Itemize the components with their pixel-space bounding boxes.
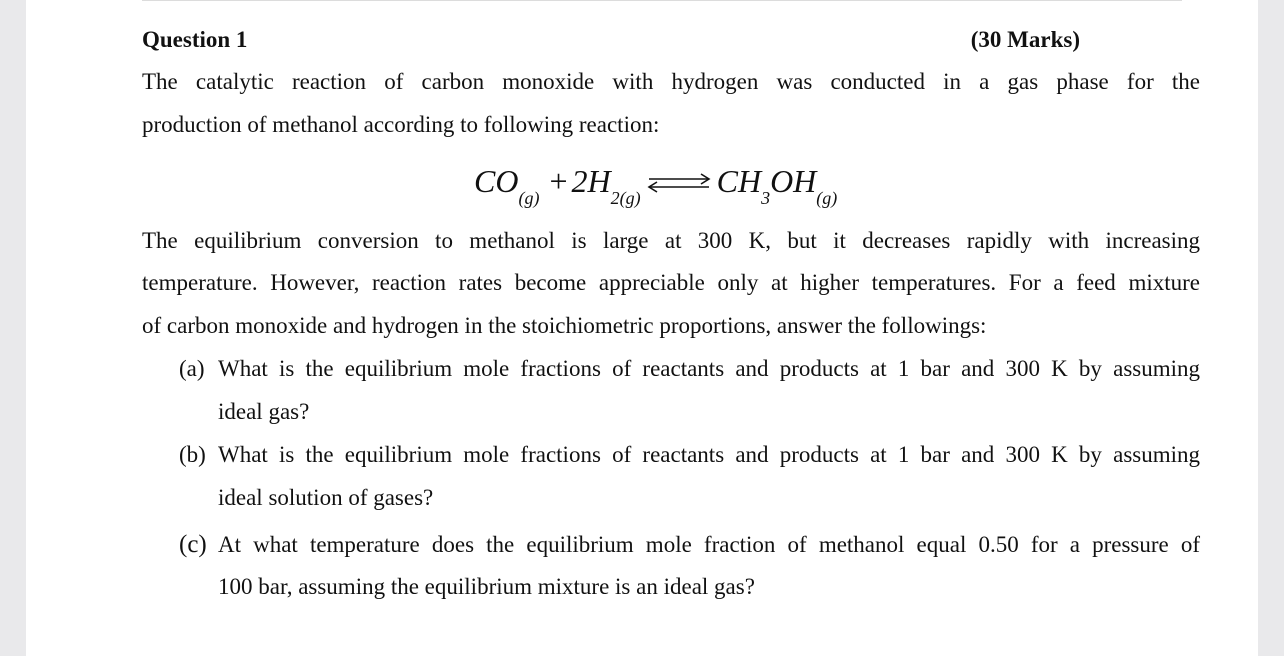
item-c-line-1: At what temperature does the equilibrium mole fraction of methanol equal 0.50 for a pressure of xyxy=(218,532,1200,557)
item-c-label: (c) xyxy=(179,531,207,558)
reactant-h2: 2H xyxy=(571,163,611,199)
reactant-co: CO xyxy=(474,163,519,199)
item-a-line-2: ideal gas? xyxy=(218,399,310,424)
reactant-co-state: (g) xyxy=(518,188,540,208)
item-b-line-1: What is the equilibrium mole fractions of reactants and products at 1 bar and 300 K by assuming xyxy=(218,442,1200,467)
item-a-line-1: What is the equilibrium mole fractions of reactants and products at 1 bar and 300 K by assuming xyxy=(218,356,1200,381)
plus-sign: + xyxy=(549,163,568,199)
reaction-equation xyxy=(474,163,838,208)
body-line-3: of carbon monoxide and hydrogen in the stoichiometric proportions, answer the followings: xyxy=(142,313,987,338)
item-c-line-2: 100 bar, assuming the equilibrium mixture is an ideal gas? xyxy=(218,574,755,599)
product-sub-3: 3 xyxy=(761,188,771,208)
page-top-rule xyxy=(142,0,1182,1)
item-a-label: (a) xyxy=(179,356,205,381)
reactant-h2-state: 2(g) xyxy=(610,188,641,208)
item-b-label: (b) xyxy=(179,442,206,467)
body-line-2: temperature. However, reaction rates become appreciable only at higher temperatures. For a feed mixture xyxy=(142,270,1200,295)
question-title: Question 1 xyxy=(142,27,248,52)
item-b-line-2: ideal solution of gases? xyxy=(218,485,434,510)
product-oh: OH xyxy=(770,163,817,199)
body-line-1: The equilibrium conversion to methanol is large at 300 K, but it decreases rapidly with increasing xyxy=(142,228,1200,253)
intro-line-1: The catalytic reaction of carbon monoxide with hydrogen was conducted in a gas phase for the xyxy=(142,69,1200,94)
document-page xyxy=(26,0,1258,656)
intro-line-2: production of methanol according to following reaction: xyxy=(142,112,660,137)
equilibrium-arrows-icon xyxy=(643,172,715,194)
product-ch: CH xyxy=(716,163,762,199)
question-marks: (30 Marks) xyxy=(970,27,1080,52)
product-state: (g) xyxy=(816,188,838,208)
